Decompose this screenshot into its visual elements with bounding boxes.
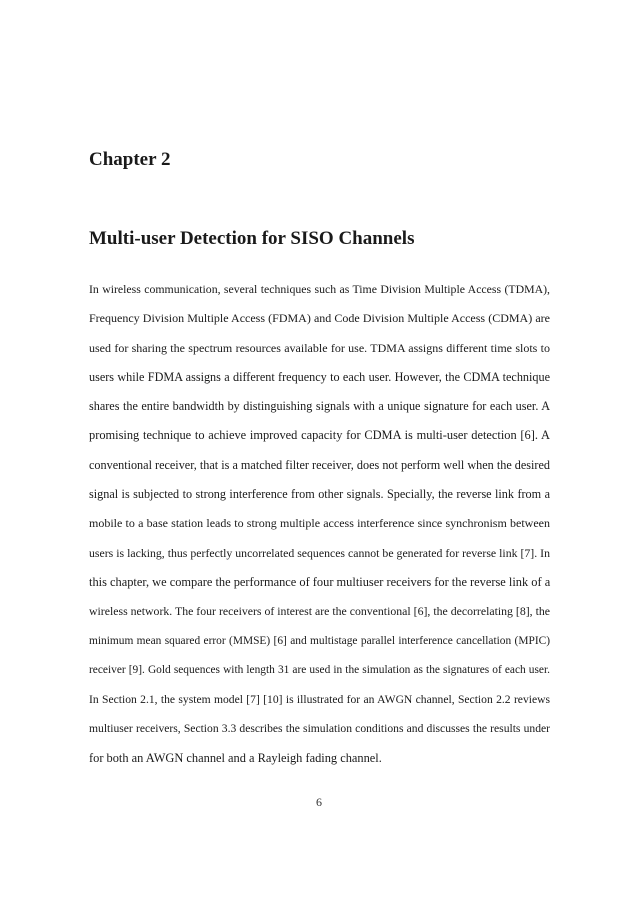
paragraph-line: used for sharing the spectrum resources available for use. TDMA assigns different time slots to bbox=[89, 340, 550, 355]
paragraph-line: mobile to a base station leads to strong multiple access interference since synchronism between bbox=[89, 516, 550, 531]
paragraph-line: minimum mean squared error (MMSE) [6] and multistage parallel interference cancellation (MPIC) bbox=[89, 634, 550, 647]
paragraph-line: signal is subjected to strong interference from other signals. Specially, the reverse link from a bbox=[89, 487, 550, 502]
body-paragraph bbox=[89, 275, 550, 773]
paragraph-line: In wireless communication, several techniques such as Time Division Multiple Access (TDMA), bbox=[89, 282, 550, 296]
page-number: 6 bbox=[316, 795, 322, 809]
paragraph-line: for both an AWGN channel and a Rayleigh fading channel. bbox=[89, 750, 382, 765]
paragraph-line: this chapter, we compare the performance of four multiuser receivers for the reverse link of a bbox=[89, 574, 551, 589]
paragraph-line: In Section 2.1, the system model [7] [10] is illustrated for an AWGN channel, Section 2.2 reviews bbox=[89, 693, 550, 707]
paragraph-line: wireless network. The four receivers of interest are the conventional [6], the decorrelating [8], the bbox=[89, 604, 550, 619]
chapter-label: Chapter 2 bbox=[89, 149, 171, 170]
paragraph-line: multiuser receivers, Section 3.3 describes the simulation conditions and discusses the results under bbox=[89, 722, 550, 736]
paragraph-line: receiver [9]. Gold sequences with length 31 are used in the simulation as the signatures of each user. bbox=[89, 663, 550, 676]
paragraph-line: Frequency Division Multiple Access (FDMA) and Code Division Multiple Access (CDMA) are bbox=[89, 311, 550, 326]
paragraph-line: users is lacking, thus perfectly uncorrelated sequences cannot be generated for reverse link [7]. In bbox=[89, 545, 550, 560]
paragraph-line: users while FDMA assigns a different frequency to each user. However, the CDMA technique bbox=[89, 369, 550, 384]
paragraph-line: conventional receiver, that is a matched filter receiver, does not perform well when the desired bbox=[89, 457, 550, 472]
paragraph-line: promising technique to achieve improved capacity for CDMA is multi-user detection [6]. A bbox=[89, 428, 550, 443]
chapter-title: Multi-user Detection for SISO Channels bbox=[89, 228, 415, 249]
paragraph-line: shares the entire bandwidth by distinguishing signals with a unique signature for each user. A bbox=[89, 399, 550, 414]
